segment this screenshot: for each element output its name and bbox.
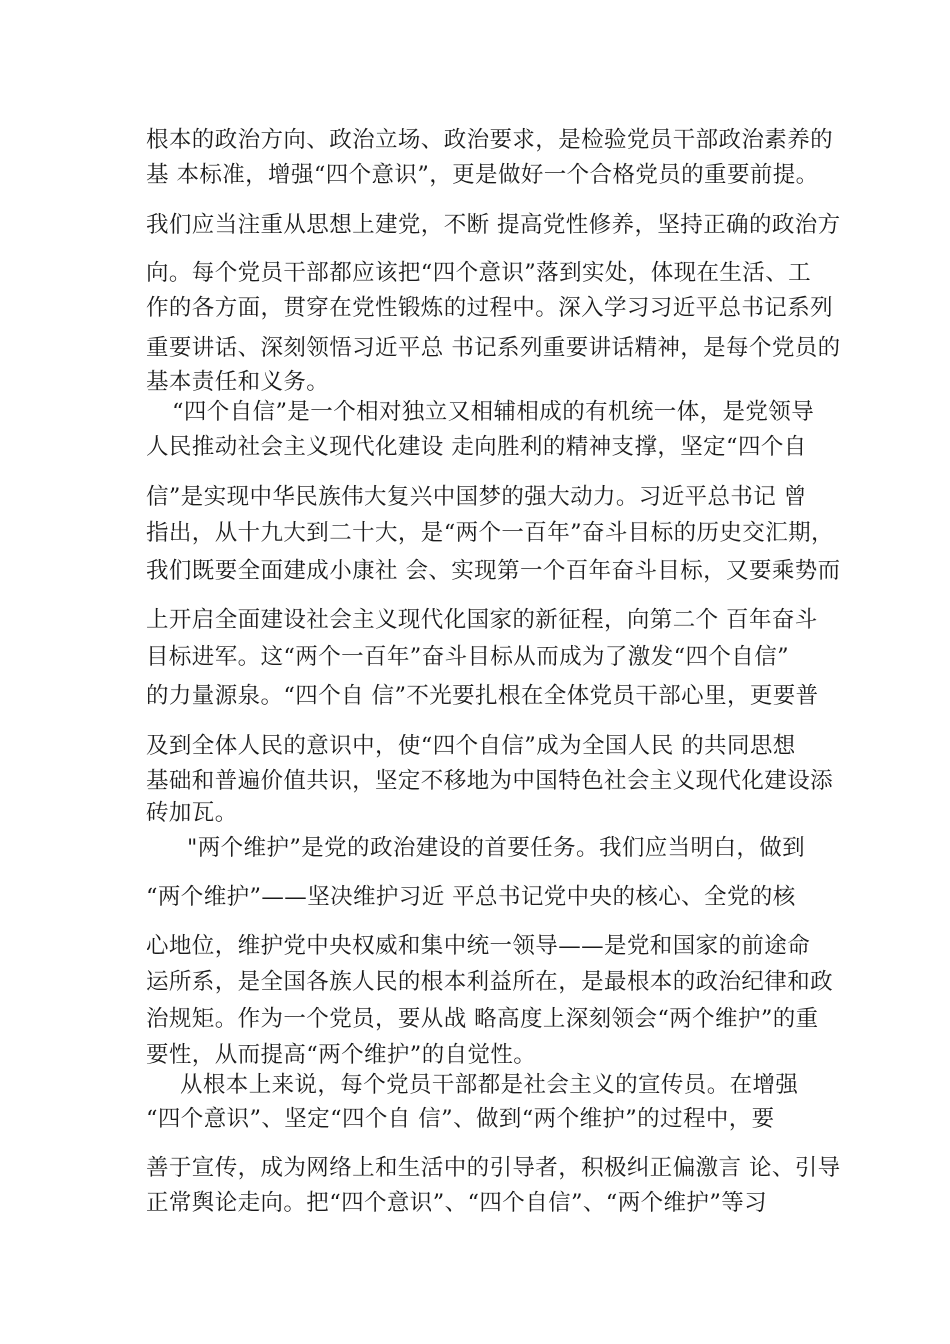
text-line: 善于宣传，成为网络上和生活中的引导者，积极纠正偏激言 论、引导 (146, 1155, 841, 1181)
text-line: 治规矩。作为一个党员，要从战 略高度上深刻领会“两个维护”的重 (146, 1006, 819, 1032)
text-line: 指出，从十九大到二十大，是“两个一百年”奋斗目标的历史交汇期， (146, 520, 834, 546)
text-line: 要性，从而提高“两个维护”的自觉性。 (146, 1042, 537, 1068)
text-line: 正常舆论走向。把“四个意识”、“四个自信”、“两个维护”等习 (146, 1190, 768, 1216)
text-line: 上开启全面建设社会主义现代化国家的新征程，向第二个 百年奋斗 (146, 607, 818, 633)
paragraph-first-line: “四个自信”是一个相对独立又相辅相成的有机统一体，是党领导 (172, 399, 815, 425)
text-line: “两个维护”——坚决维护习近 平总书记党中央的核心、全党的核 (146, 884, 796, 910)
text-line: 的力量源泉。“四个自 信”不光要扎根在全体党员干部心里，更要普 (146, 683, 819, 709)
paragraph-first-line: "两个维护”是党的政治建设的首要任务。我们应当明白，做到 (187, 835, 806, 861)
text-line: 及到全体人民的意识中，使“四个自信”成为全国人民 的共同思想 (146, 733, 796, 759)
text-line: 基础和普遍价值共识，坚定不移地为中国特色社会主义现代化建设添 (146, 768, 834, 794)
text-line: 人民推动社会主义现代化建设 走向胜利的精神支撑，坚定“四个自 (146, 434, 807, 460)
text-line: 重要讲话、深刻领悟习近平总 书记系列重要讲话精神，是每个党员的 (146, 335, 841, 361)
text-line: 砖加瓦。 (146, 800, 238, 826)
text-line: 作的各方面，贯穿在党性锻炼的过程中。深入学习习近平总书记系列 (146, 295, 834, 321)
text-line: 向。每个党员干部都应该把“四个意识”落到实处，体现在生活、工 (146, 260, 812, 286)
text-line: 我们应当注重从思想上建党，不断 提高党性修养，坚持正确的政治方 (146, 212, 841, 238)
text-line: 信”是实现中华民族伟大复兴中国梦的强大动力。习近平总书记 曾 (146, 484, 807, 510)
text-line: 基 本标准，增强“四个意识”，更是做好一个合格党员的重要前提。 (146, 162, 819, 188)
text-line: 心地位，维护党中央权威和集中统一领导——是党和国家的前途命 (146, 933, 811, 959)
text-line: 根本的政治方向、政治立场、政治要求，是检验党员干部政治素养的 (146, 127, 834, 153)
text-line: 运所系，是全国各族人民的根本利益所在，是最根本的政治纪律和政 (146, 969, 834, 995)
text-line: 目标进军。这“两个一百年”奋斗目标从而成为了激发“四个自信” (146, 644, 790, 670)
text-line: 基本责任和义务。 (146, 369, 330, 395)
text-line: 我们既要全面建成小康社 会、实现第一个百年奋斗目标，又要乘势而 (146, 558, 841, 584)
paragraph-first-line: 从根本上来说，每个党员干部都是社会主义的宣传员。在增强 (180, 1072, 799, 1098)
text-line: “四个意识”、坚定“四个自 信”、做到“两个维护”的过程中，要 (146, 1106, 775, 1132)
